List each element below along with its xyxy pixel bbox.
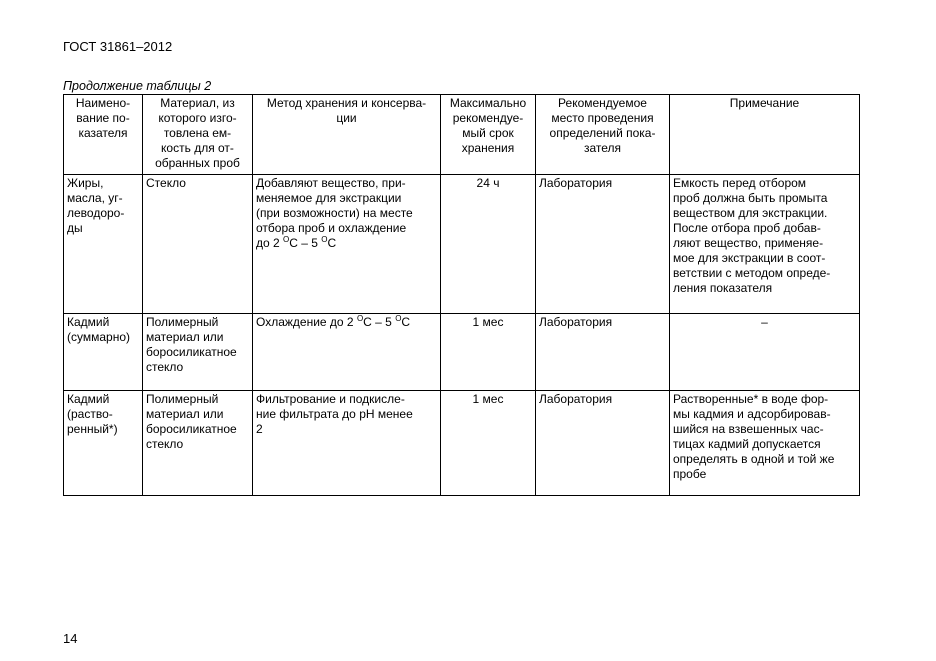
column-header-indicator: Наимено- вание по- казателя: [64, 95, 143, 175]
method-text: С – 5: [289, 236, 322, 250]
cell-material: Полимерный материал или боросиликатное стекло: [143, 314, 253, 391]
cell-method: Фильтрование и подкисле- ние фильтрата до pH менее 2: [253, 391, 441, 496]
cell-location: Лаборатория: [536, 175, 670, 314]
method-text: Охлаждение до 2: [256, 315, 357, 329]
table-header-row: [64, 95, 860, 175]
cell-indicator: Кадмий (раство- ренный*): [64, 391, 143, 496]
table-row: [64, 314, 860, 391]
method-text: Добавляют вещество, при- меняемое для экстракции (при возможности) на месте отбора проб и охлаждение до 2: [256, 176, 413, 250]
degree-mark: O: [321, 235, 328, 244]
cell-location: Лаборатория: [536, 314, 670, 391]
column-header-note: Примечание: [670, 95, 860, 175]
storage-table: [63, 94, 860, 496]
degree-mark: O: [356, 314, 364, 323]
cell-max-storage: 1 мес: [441, 314, 536, 391]
table-caption: Продолжение таблицы 2: [63, 79, 212, 93]
degree-mark: O: [395, 314, 402, 323]
cell-location: Лаборатория: [536, 391, 670, 496]
cell-note: –: [670, 314, 860, 391]
degree-mark: O: [283, 235, 290, 244]
cell-material: Стекло: [143, 175, 253, 314]
column-header-method: Метод хранения и консерва- ции: [253, 95, 441, 175]
column-header-max-storage: Максимально рекомендуе- мый срок хранения: [441, 95, 536, 175]
cell-method: [253, 175, 441, 314]
method-text: С: [327, 236, 337, 250]
method-text: С – 5: [363, 315, 396, 329]
method-text: С: [401, 315, 411, 329]
cell-indicator: Жиры, масла, уг- леводоро- ды: [64, 175, 143, 314]
cell-max-storage: 1 мес: [441, 391, 536, 496]
cell-max-storage: 24 ч: [441, 175, 536, 314]
document-id: ГОСТ 31861–2012: [63, 39, 173, 54]
cell-material: Полимерный материал или боросиликатное стекло: [143, 391, 253, 496]
cell-note: Растворенные* в воде фор- мы кадмия и адсорбировав- шийся на взвешенных час- тицах кадмий допускается определять в одной и той же пробе: [670, 391, 860, 496]
cell-indicator: Кадмий (суммарно): [64, 314, 143, 391]
column-header-location: Рекомендуемое место проведения определений пока- зателя: [536, 95, 670, 175]
table-row: [64, 391, 860, 496]
table-row: [64, 175, 860, 314]
column-header-material: Материал, из которого изго- товлена ем- кость для от- обранных проб: [143, 95, 253, 175]
cell-method: [253, 314, 441, 391]
page-number: 14: [63, 631, 78, 646]
cell-note: Емкость перед отбором проб должна быть промыта веществом для экстракции. После отбора проб добав- ляют вещество, применяе- мое для экстракции в соот- ветствии с методом опреде- ления показателя: [670, 175, 860, 314]
